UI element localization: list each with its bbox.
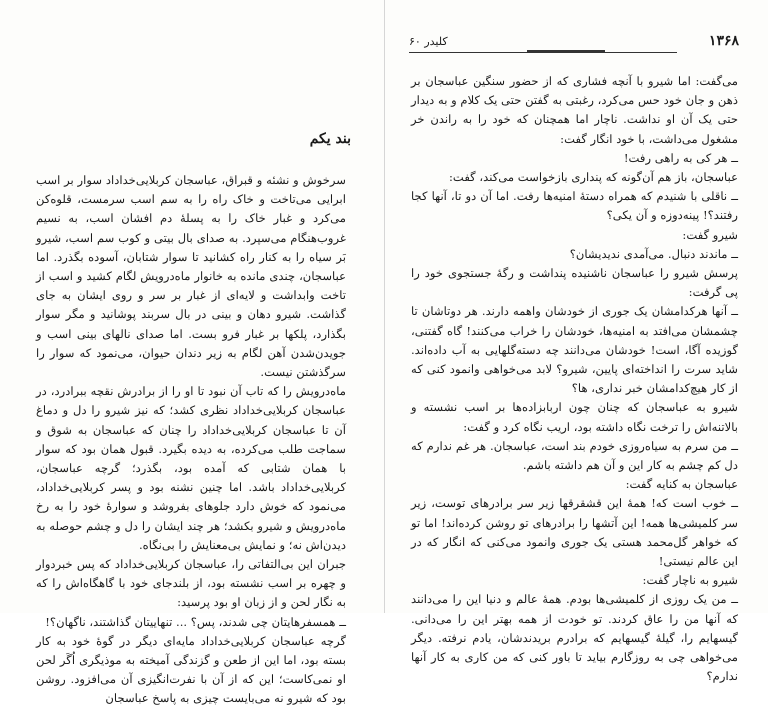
paragraph: ماه‌درویش را که تاب آن نبود تا او را از برادرش نقچه ببرادرد، در عباسجان کربلایی‌خداداد نظری کشد؛ که نیز شیرو را دل و دماغ آن تا عباسجان کربلایی‌خداداد را چنان که عباسجان به شوق و سماجت طلب می‌کرده، به دیده بگیرد. قبول همان بود که سوار با همان شتابی که آمده بود، بگذرد؛ گرچه عباسجان، کربلایی‌خداداد باشد. اما چنین نشنه بود و پسر کربلایی‌خداداد، می‌نمود که خوش دارد جلوهای بفروشد و سوارهٔ خود را به رخ ماه‌درویش و شیرو بکشد؛ هر چند ایشان را دل و چشم حوصله به دیدن‌اش نه؛ و نمایش بی‌معنایش را بی‌نگاه.	[36, 384, 346, 552]
dialogue-line: ــ من یک روزی از کلمیشی‌ها بودم. همهٔ عالم و دنیا این را می‌دانند که آنها من را عاق کردند. تو خودت از همه بهتر این را می‌دانی. گیسهایم را، گیلهٔ گیسهایم که برادرم بریدندشان، یادم نرفته. دیگر می‌خواهی چی به روزگارم بیاید تا باور کنی که من کاری به کار آنها ندارم؟	[411, 592, 738, 684]
dialogue-line: ــ خوب است که! همهٔ این قشقرقها زیر سر برادرهای توست، زیر سر کلمیشی‌ها همه! این آتشها را برادرهای تو روشن کرده‌اند! اما تو که خواهر گل‌محمد هستی یک جوری وانمود می‌کنی که انگار که در این عالم نیستی!	[411, 496, 738, 569]
dialogue-line: ــ من سرم به سیاه‌روزی خودم بند است، عباسجان. هر غم ندارم که دل کم چشم به کار این و آن هم داشته باشم.	[411, 438, 738, 473]
paragraph: شیرو گفت:	[682, 227, 738, 242]
chapter-title: بند یکم	[309, 131, 351, 147]
page-number: ۱۳۶۸	[708, 33, 739, 49]
paragraph: عباسجان به کنایه گفت:	[625, 477, 738, 492]
dialogue-line: ــ آنها هرکدامشان یک جوری از خودشان واهمه دارند. هر دوتاشان تا چشمشان می‌افتد به امنیه‌ها، خودشان را خراب می‌کنند! گاه گفتنی، گوزیده آگا، است! خودشان می‌دانند چه دسته‌گلهایی به آب داده‌اند. شاید سرت را انداخته‌ای پایین، شیرو؟ لابد می‌خواهی وانمود کنی که از کار هیچ‌کدامشان خبر نداری، ها؟	[411, 304, 738, 396]
dialogue-line: ــ ماندند دنبال. می‌آمدی ندیدیشان؟	[569, 246, 738, 261]
paragraph: گرچه عباسجان کربلایی‌خداداد مایه‌ای دیگر در گوهٔ خود به کار بسته بود، اما این از طعن و گزندگی آمیخته به موذیگری اُگَر لحن او نمی‌کاست؛ این که از آن با نفرت‌انگیزی آن می‌افزود. روشن بود که شیرو نه می‌بایست چیزی به پاسخ عباسجان	[36, 633, 346, 706]
running-title: کلیدر ۶۰	[409, 35, 448, 48]
paragraph: جبران این بی‌التفاتی را، عباسجان کربلایی‌خداداد که پس خبردوار و چهره بر اسب نشسته بود، از بلندجای خود با گاهگاه‌اش را که به نگار لحن و از زبان او بود پرسید:	[36, 557, 346, 610]
paragraph: عباسجان، باز هم آن‌گونه که پنداری بازخواست می‌کند، گفت:	[449, 170, 738, 185]
page-header	[409, 33, 739, 57]
paragraph: شیرو به ناچار گفت:	[642, 573, 738, 588]
right-page	[385, 0, 768, 684]
left-page	[0, 0, 385, 706]
header-rule-accent	[527, 50, 605, 53]
paragraph: ــ همسفرها‌یتان چی شدند، پس؟ ... تنهاییتان گذاشتند، ناگهان؟!	[45, 614, 346, 629]
right-page-body	[411, 72, 738, 687]
dialogue-line: ــ هر کی به راهی رفت!	[623, 150, 738, 165]
paragraph: می‌گفت: اما شیرو با آنچه فشاری که از حضور سنگین عباسجان بر ذهن و جان خود حس می‌کرد، رغبتی به گفتن حتی یک کلام و به دیدار حتی یک آن او نداشت. ناچار اما همچنان که خود را به راندن خر مشغول می‌داشت، با خود انگار گفت:	[411, 74, 738, 146]
left-page-body	[36, 171, 346, 709]
dialogue-line: ــ ناقلی با شنیدم که همراه دستهٔ امنیه‌ها رفت. اما آن دو تا، آنها کجا رفتند؟! پینه‌دوزه و آن یکی؟	[411, 189, 738, 223]
paragraph: سرخوش و نشئه و قبراق، عباسجان کربلایی‌خداداد سوار بر اسب ابرایی می‌تاخت و خاک راه را به سم اسب سرمست، قلوه‌کن می‌کرد و غبار خاک را به پسلهٔ دم افشان اسب، به نسیم غروب‌هنگام می‌سپرد. به صدای بال بیتی و کوب سم اسب، شیرو بَر سیاه را به کنار راه کشانید تا سوار شتابان، آسوده بگذرد. اما عباسجان، چندی مانده به خانوار ماه‌درویش لگام کشید و اسب از تاخت وابداشت و لایه‌ای از غبار بر سر و روی ایشان به جای گذاشت. شیرو دهان و بینی در بال سربند پوشانید و مگر سوار بگذارد، پلکها بر غبار فرو بست. اما صدای نالهای بینی اسب و جویدن‌شدن آهن لگام به زیر دندان حیوان، می‌نمود که سوار را سرگذشتن نیست.	[36, 173, 346, 380]
paragraph: پرسش شیرو را عباسجان ناشنیده پنداشت و رگهٔ جستجوی خود را پی گرفت:	[411, 266, 738, 300]
paragraph: شیرو به عباسجان که چنان چون اربابزاده‌ها بر اسب نشسته و بالاتنه‌اش را ترخت نگاه داشته بود، اریب نگاه کرد و گفت:	[411, 400, 738, 434]
